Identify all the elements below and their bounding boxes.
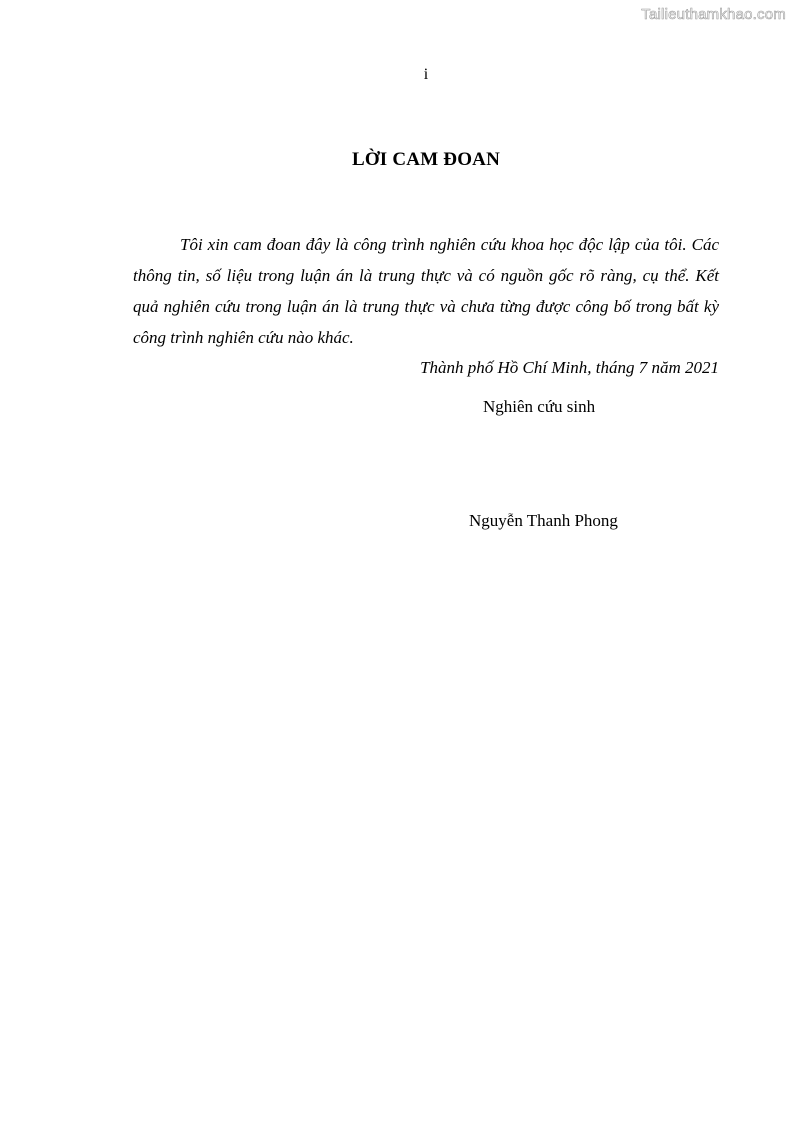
page-number: i [423, 66, 429, 83]
page-title: LỜI CAM ĐOAN [351, 149, 501, 170]
watermark-text: Tailieuthamkhao.com [641, 6, 786, 23]
declaration-paragraph: Tôi xin cam đoan đây là công trình nghiên cứu khoa học độc lập của tôi. Các thông tin, số liệu trong luận án là trung thực và có nguồn gốc rõ ràng, cụ thể. Kết quả nghiên cứu trong luận án là trung thực và chưa từng được công bố trong bất kỳ công trình nghiên cứu nào khác. [133, 235, 719, 347]
author-role: Nghiên cứu sinh [483, 397, 596, 416]
author-name: Nguyễn Thanh Phong [469, 511, 618, 530]
place-date-line: Thành phố Hồ Chí Minh, tháng 7 năm 2021 [420, 358, 719, 377]
